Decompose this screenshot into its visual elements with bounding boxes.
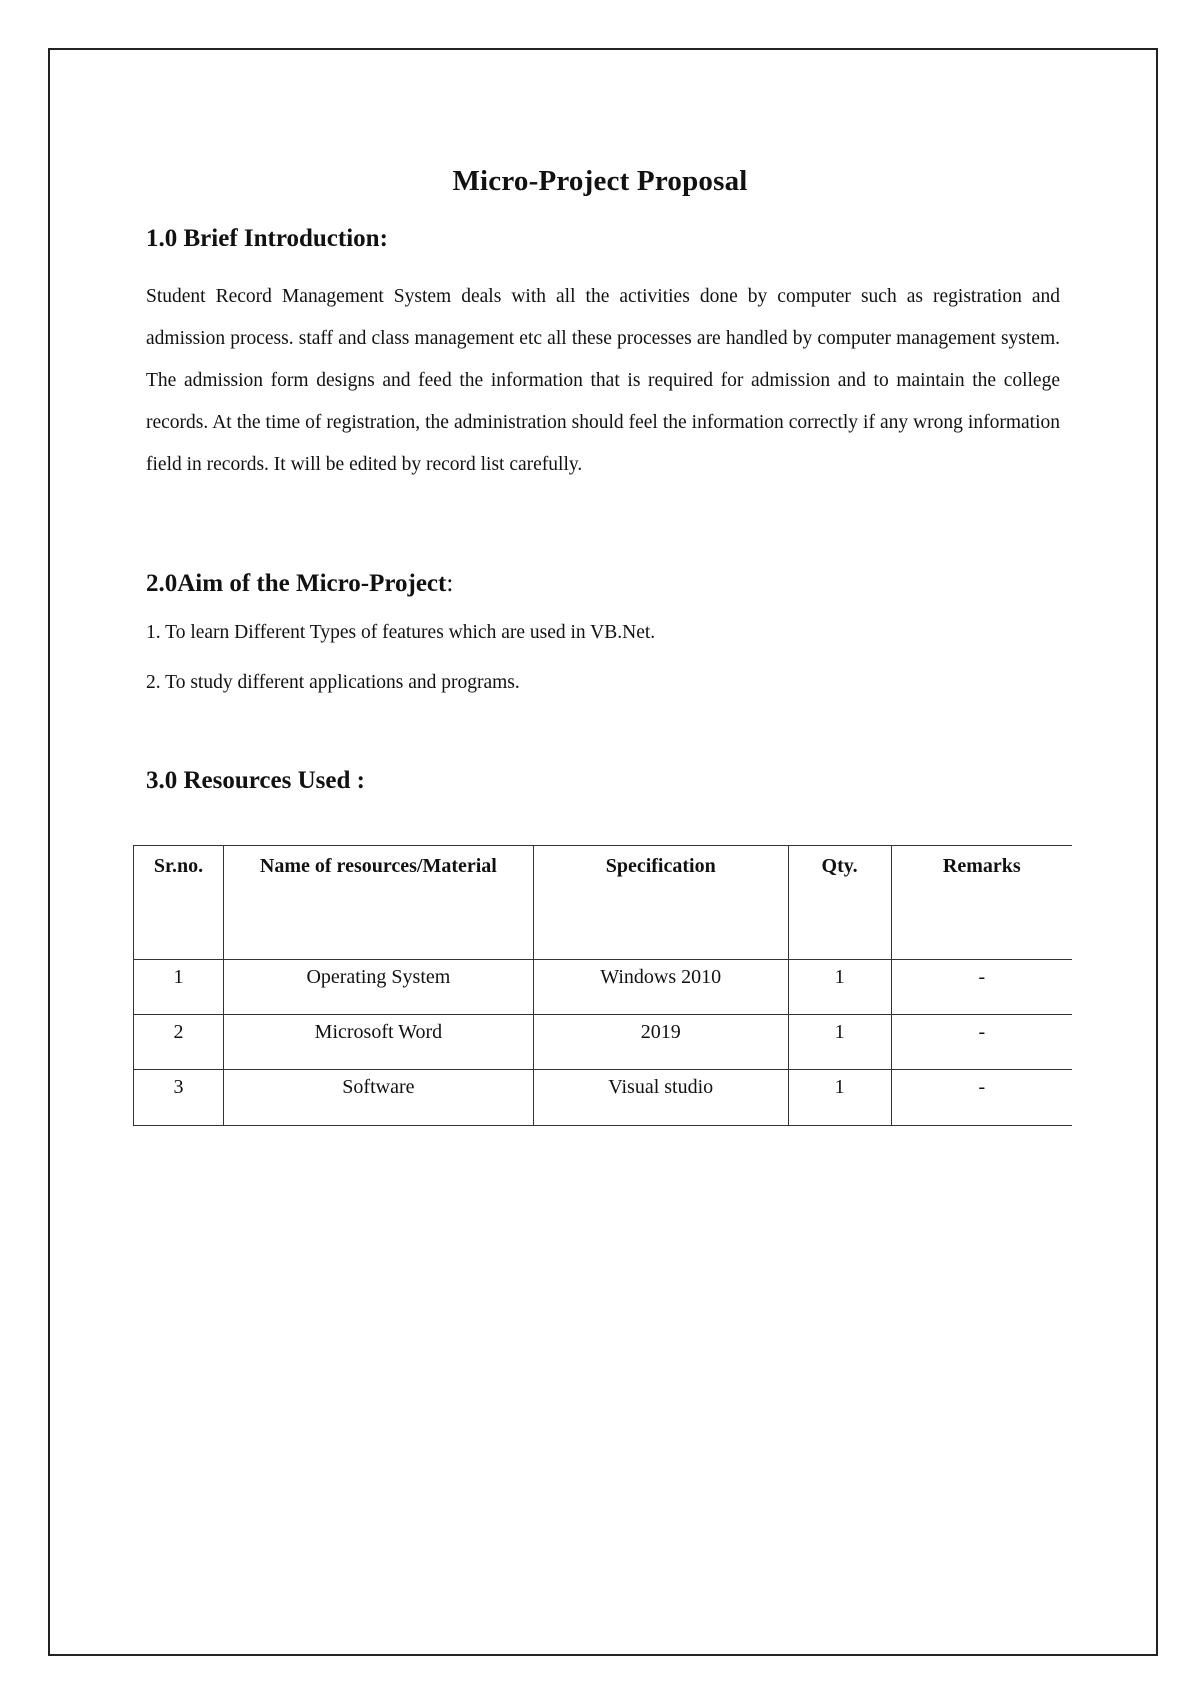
cell-name: Microsoft Word (223, 1015, 533, 1070)
aim-heading-colon: : (446, 570, 454, 597)
cell-srno: 1 (134, 960, 224, 1015)
column-header-srno: Sr.no. (134, 846, 224, 960)
column-header-name: Name of resources/Material (223, 846, 533, 960)
aim-item-1: 1. To learn Different Types of features which are used in VB.Net. (146, 622, 656, 643)
cell-srno: 3 (134, 1070, 224, 1126)
cell-specification: Windows 2010 (533, 960, 788, 1015)
cell-qty: 1 (788, 1070, 891, 1126)
page-title: Micro-Project Proposal (452, 165, 748, 198)
table-row (134, 960, 1073, 1015)
cell-remarks: - (891, 960, 1072, 1015)
column-header-qty: Qty. (788, 846, 891, 960)
table-header-row (134, 846, 1073, 960)
resources-heading: 3.0 Resources Used : (146, 767, 365, 794)
cell-specification: Visual studio (533, 1070, 788, 1126)
aim-heading-text: 2.0Aim of the Micro-Project (146, 570, 447, 597)
intro-heading: 1.0 Brief Introduction: (146, 225, 388, 252)
aim-item-2: 2. To study different applications and programs. (146, 672, 520, 693)
cell-name: Software (223, 1070, 533, 1126)
cell-name: Operating System (223, 960, 533, 1015)
column-header-remarks: Remarks (891, 846, 1072, 960)
cell-remarks: - (891, 1070, 1072, 1126)
cell-srno: 2 (134, 1015, 224, 1070)
aim-heading (146, 570, 453, 598)
cell-qty: 1 (788, 1015, 891, 1070)
cell-remarks: - (891, 1015, 1072, 1070)
intro-paragraph: Student Record Management System deals with all the activities done by computer such as registration and admission process. staff and class management etc all these processes are handled by computer management system. The admission form designs and feed the information that is required for admission and to maintain the college records. At the time of registration, the administration should feel the information correctly if any wrong information field in records. It will be edited by record list carefully. (146, 286, 1060, 475)
column-header-specification: Specification (533, 846, 788, 960)
table-row (134, 1070, 1073, 1126)
cell-specification: 2019 (533, 1015, 788, 1070)
resources-table (133, 845, 1072, 1126)
table-row (134, 1015, 1073, 1070)
cell-qty: 1 (788, 960, 891, 1015)
